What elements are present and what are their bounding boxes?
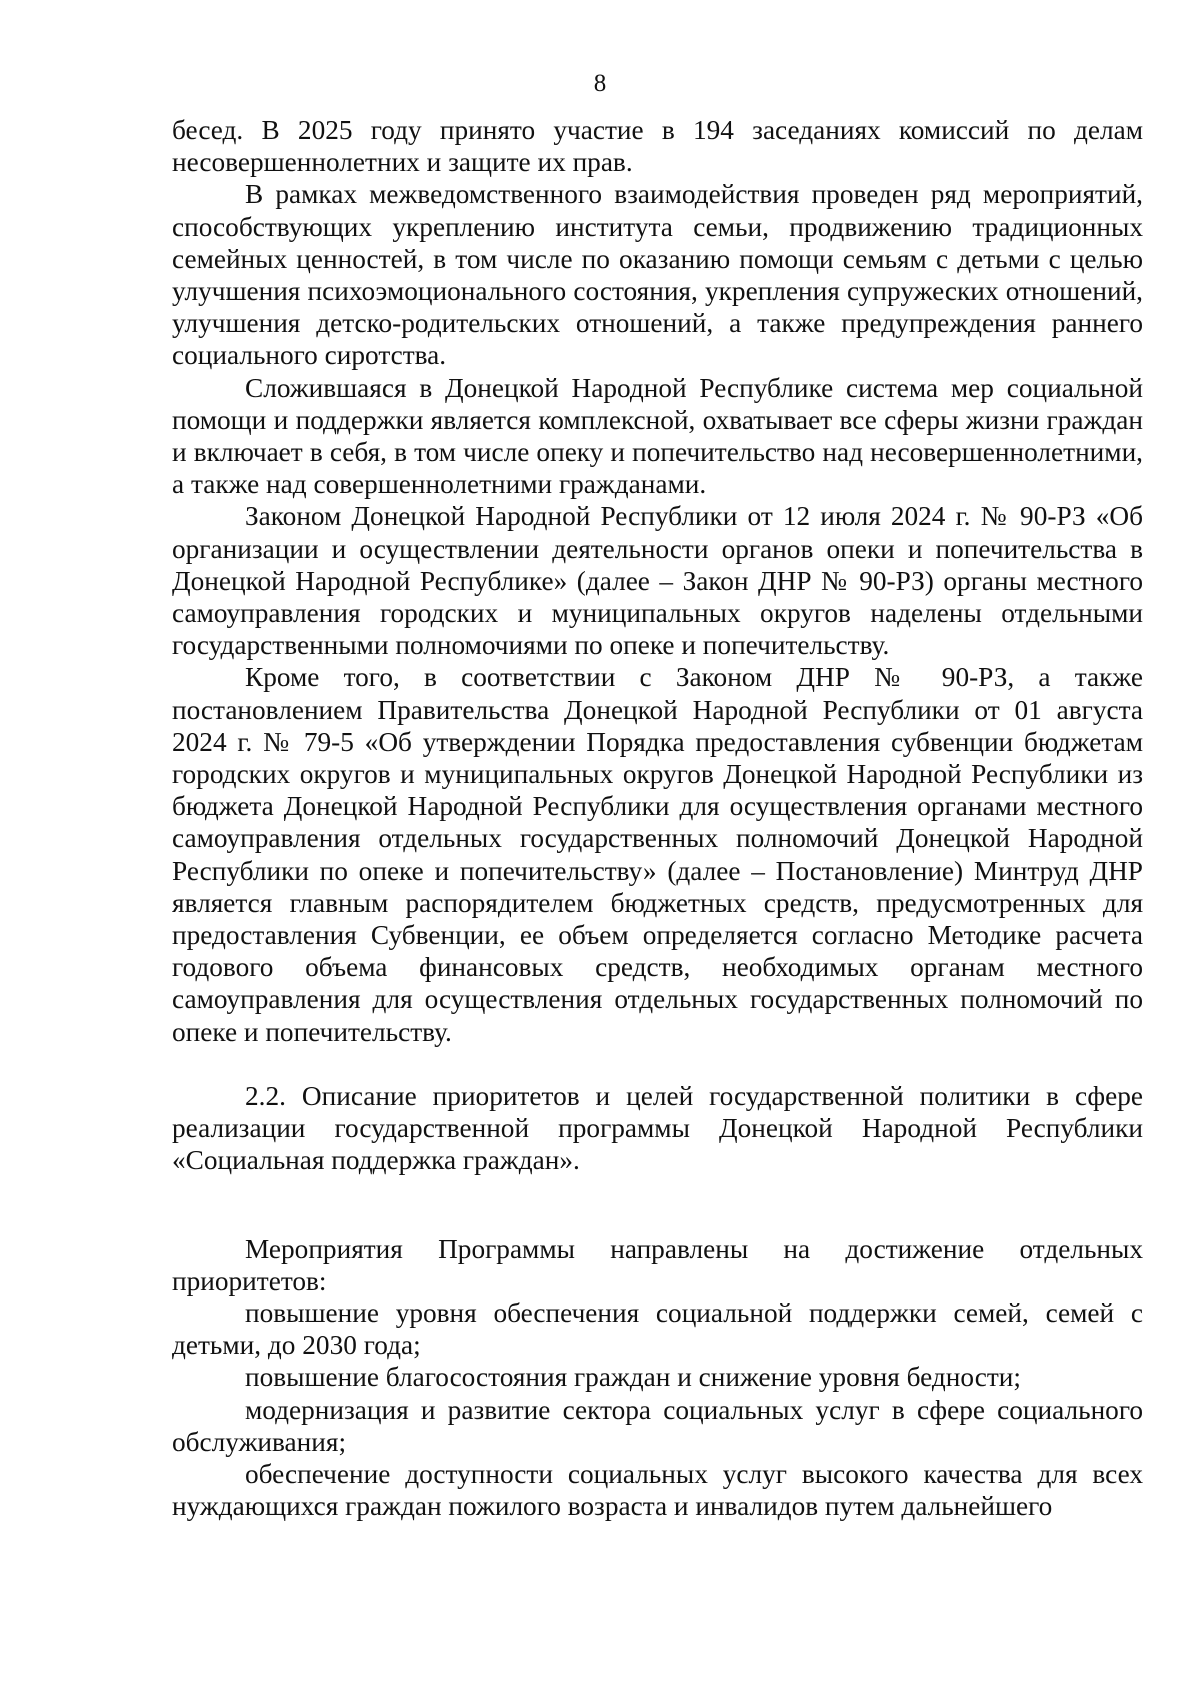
- priority-item-welfare: повышение благосостояния граждан и снижение уровня бедности;: [245, 1362, 1021, 1393]
- paragraph-continuation: бесед. В 2025 году принято участие в 194 заседаниях комиссий по делам несовершеннолетних и защите их прав.: [172, 115, 1143, 178]
- paragraph-priorities-intro: Мероприятия Программы направлены на достижение отдельных приоритетов:: [172, 1233, 1143, 1296]
- priority-item-accessibility: обеспечение доступности социальных услуг высокого качества для всех нуждающихся граждан пожилого возраста и инвалидов путем дальнейшего: [172, 1458, 1143, 1522]
- priority-item-families: повышение уровня обеспечения социальной поддержки семей, семей с детьми, до 2030 года;: [172, 1297, 1143, 1361]
- paragraph-subvention: Кроме того, в соответствии с Законом ДНР № 90-РЗ, а также постановлением Правительства Донецкой Народной Республики от 01 августа 2024 г. № 79-5 «Об утверждении Порядка предоставления субвенции бюджетам городских округов и муниципальных округов Донецкой Народной Республики из бюджета Донецкой Народной Республики для осуществления органами местного самоуправления отдельных государственных полномочий Донецкой Народной Республики по опеке и попечительству» (далее – Постановление) Минтруд ДНР является главным распорядителем бюджетных средств, предусмотренных для предоставления Субвенции, ее объем определяется согласно Методике расчета годового объема финансовых средств, необходимых органам местного самоуправления для осуществления отдельных государственных полномочий по опеке и попечительству.: [172, 662, 1143, 1047]
- paragraph-law-90rz: Законом Донецкой Народной Республики от 12 июля 2024 г. № 90-РЗ «Об организации и осуществлении деятельности органов опеки и попечительства в Донецкой Народной Республике» (далее – Закон ДНР № 90-РЗ) органы местного самоуправления городских и муниципальных округов наделены отдельными государственными полномочиями по опеке и попечительству.: [172, 501, 1143, 661]
- page-number: 8: [593, 70, 607, 97]
- paragraph-interagency: В рамках межведомственного взаимодействия проведен ряд мероприятий, способствующих укреплению института семьи, продвижению традиционных семейных ценностей, в том числе по оказанию помощи семьям с детьми с целью улучшения психоэмоционального состояния, укрепления супружеских отношений, улучшения детско-родительских отношений, а также предупреждения раннего социального сиротства.: [172, 179, 1143, 371]
- section-heading-2-2: 2.2. Описание приоритетов и целей государственной политики в сфере реализации государственной программы Донецкой Народной Республики «Социальная поддержка граждан».: [172, 1080, 1143, 1176]
- document-body: [172, 114, 1143, 1522]
- paragraph-support-system: Сложившаяся в Донецкой Народной Республике система мер социальной помощи и поддержки является комплексной, охватывает все сферы жизни граждан и включает в себя, в том числе опеку и попечительство над несовершеннолетними, а также над совершеннолетними гражданами.: [172, 372, 1143, 500]
- priority-item-modernization: модернизация и развитие сектора социальных услуг в сфере социального обслуживания;: [172, 1394, 1143, 1457]
